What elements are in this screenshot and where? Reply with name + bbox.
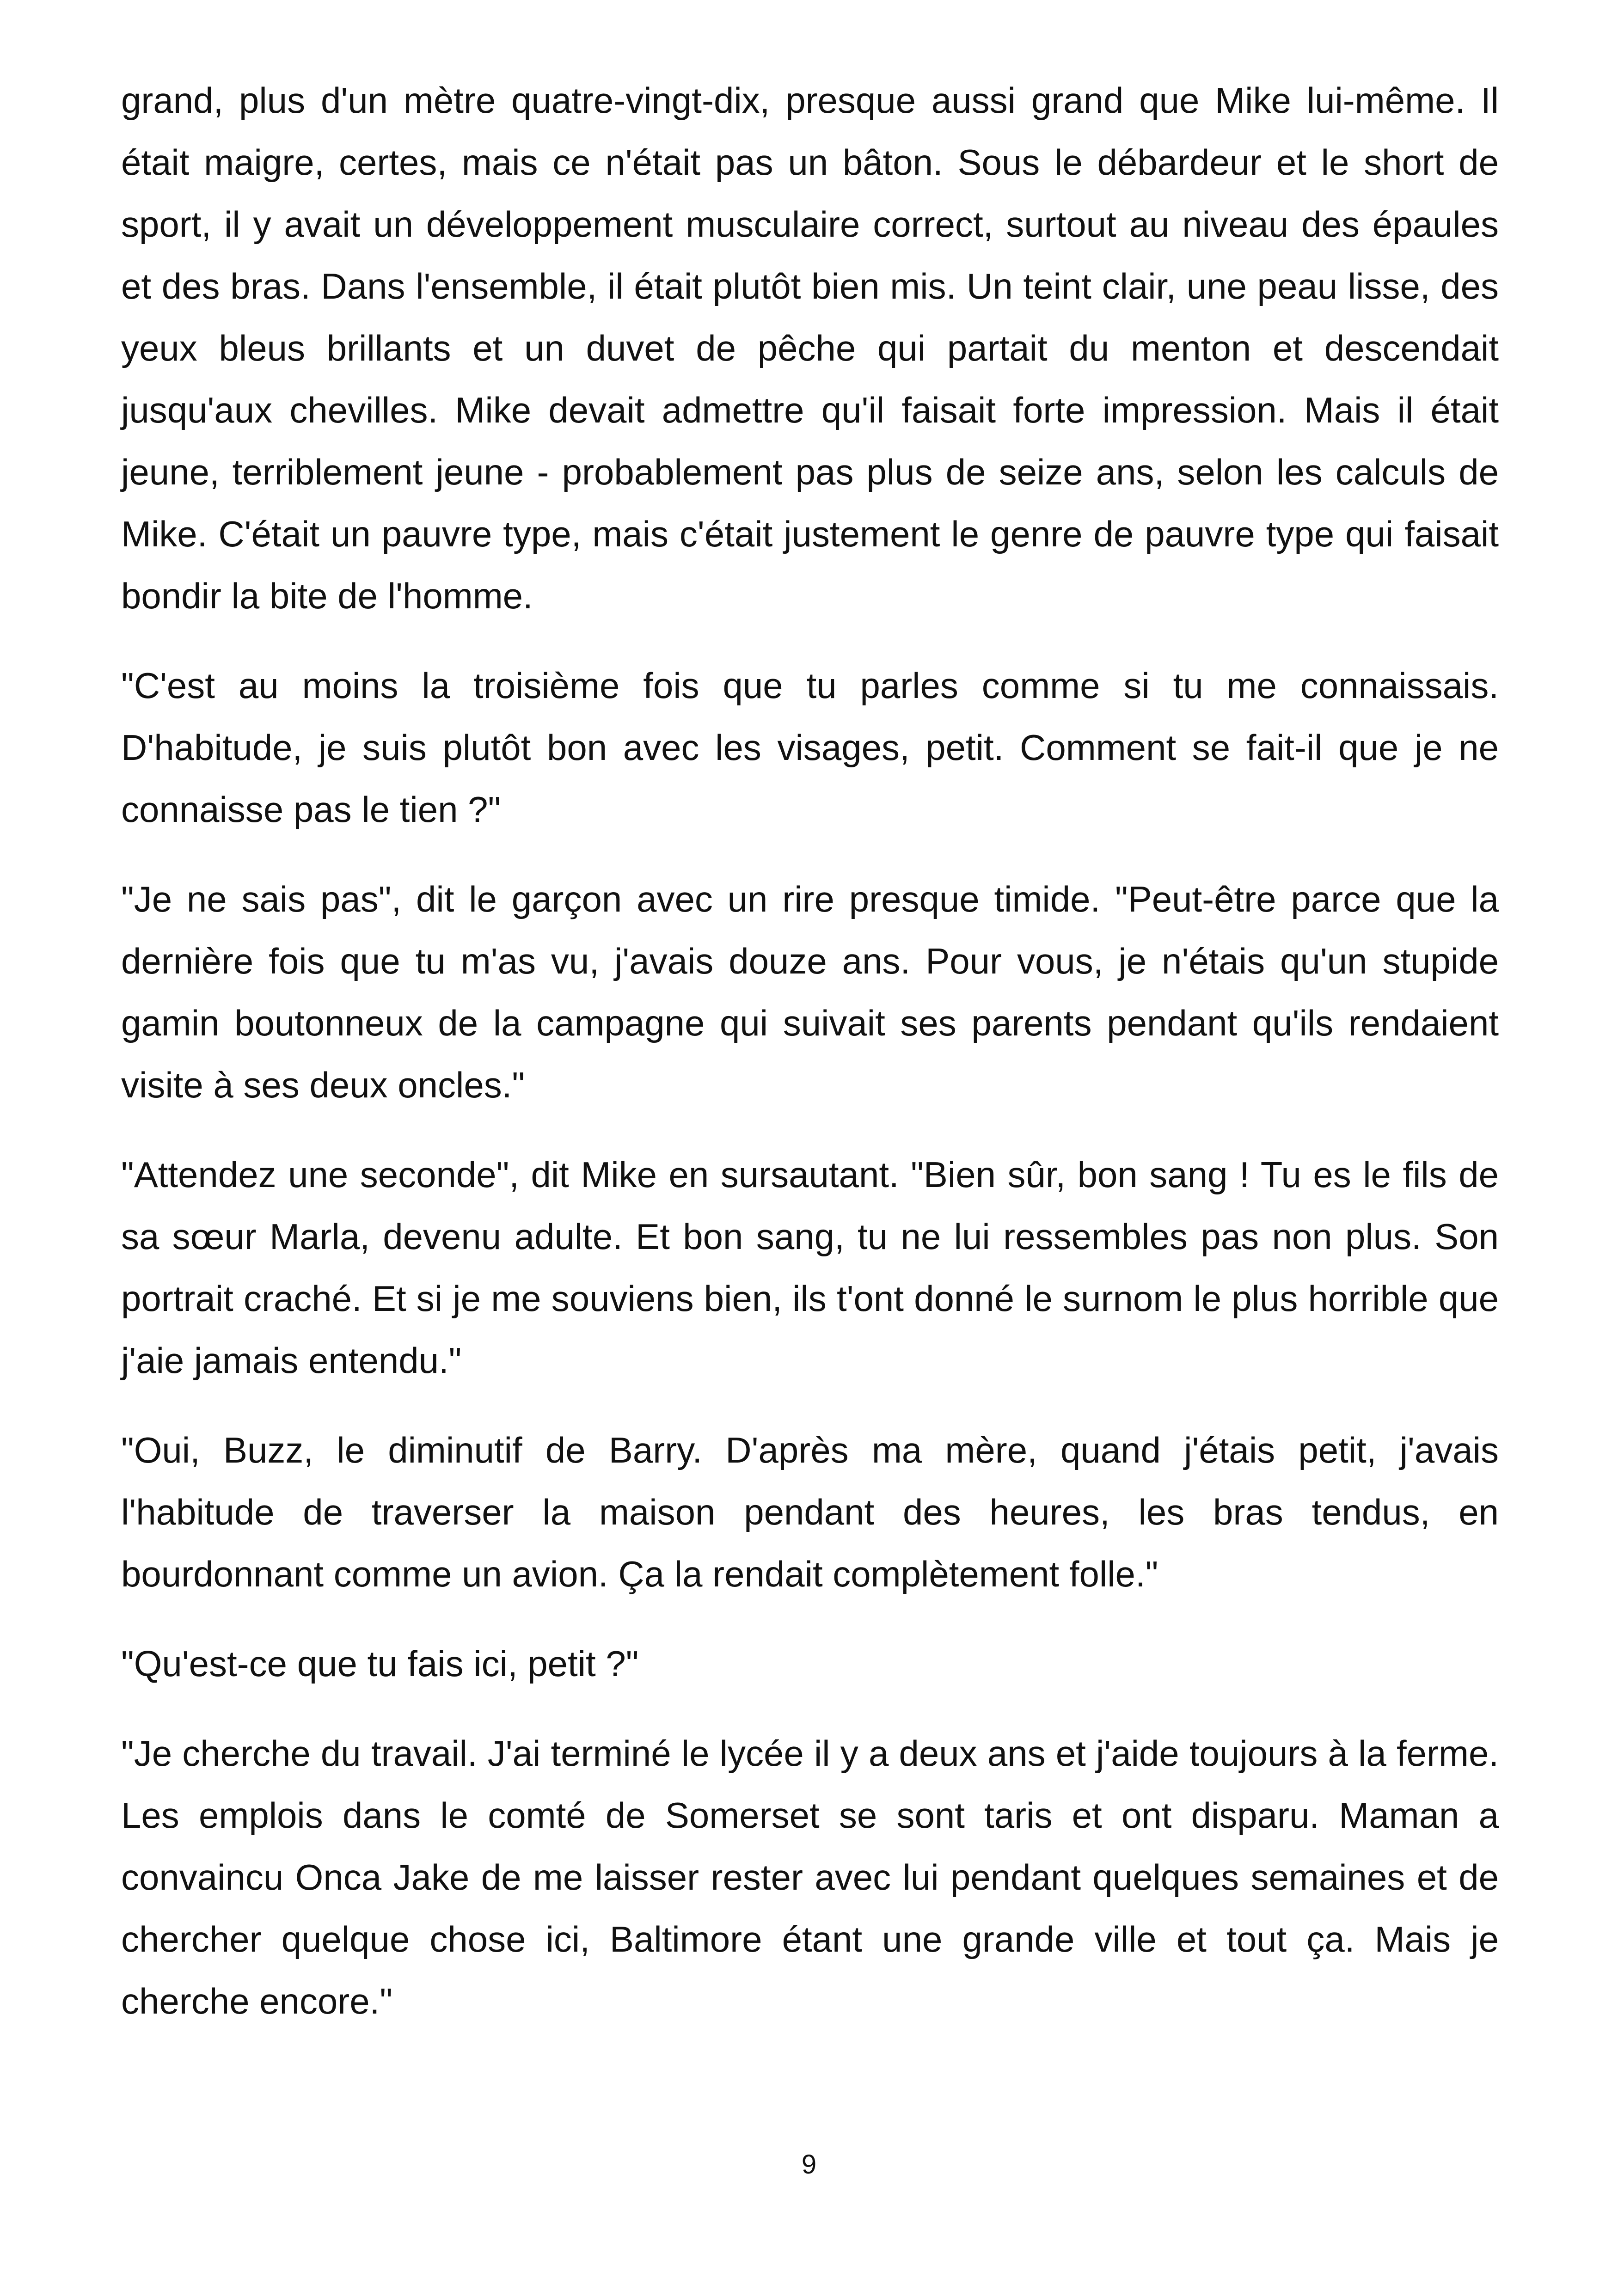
paragraph: "C'est au moins la troisième fois que tu parles comme si tu me connaissais. D'habitude, je suis plutôt bon avec les visages, petit. Comment se fait-il que je ne connaisse pas le tien ?" xyxy=(121,665,1499,830)
paragraph: "Attendez une seconde", dit Mike en sursautant. "Bien sûr, bon sang ! Tu es le fils de sa sœur Marla, devenu adulte. Et bon sang, tu ne lui ressembles pas non plus. Son portrait craché. Et si je me souviens bien, ils t'ont donné le surnom le plus horrible que j'aie jamais entendu." xyxy=(121,1154,1499,1381)
page-number: 9 xyxy=(801,2149,817,2180)
paragraph: "Je cherche du travail. J'ai terminé le lycée il y a deux ans et j'aide toujours à la ferme. Les emplois dans le comté de Somerset se sont taris et ont disparu. Maman a convaincu Onca Jake de me laisser rester avec lui pendant quelques semaines et de chercher quelque chose ici, Baltimore étant une grande ville et tout ça. Mais je cherche encore." xyxy=(121,1733,1499,2021)
paragraph: "Je ne sais pas", dit le garçon avec un rire presque timide. "Peut-être parce que la dernière fois que tu m'as vu, j'avais douze ans. Pour vous, je n'étais qu'un stupide gamin boutonneux de la campagne qui suivait ses parents pendant qu'ils rendaient visite à ses deux oncles." xyxy=(121,879,1499,1105)
paragraph: "Oui, Buzz, le diminutif de Barry. D'après ma mère, quand j'étais petit, j'avais l'habitude de traverser la maison pendant des heures, les bras tendus, en bourdonnant comme un avion. Ça la rendait complètement folle." xyxy=(121,1430,1499,1594)
paragraph: grand, plus d'un mètre quatre-vingt-dix, presque aussi grand que Mike lui-même. Il était maigre, certes, mais ce n'était pas un bâton. Sous le débardeur et le short de sport, il y avait un développement musculaire correct, surtout au niveau des épaules et des bras. Dans l'ensemble, il était plutôt bien mis. Un teint clair, une peau lisse, des yeux bleus brillants et un duvet de pêche qui partait du menton et descendait jusqu'aux chevilles. Mike devait admettre qu'il faisait forte impression. Mais il était jeune, terriblement jeune - probablement pas plus de seize ans, selon les calculs de Mike. C'était un pauvre type, mais c'était justement le genre de pauvre type qui faisait bondir la bite de l'homme. xyxy=(121,80,1499,616)
body-text xyxy=(121,69,1499,2032)
paragraph: "Qu'est-ce que tu fais ici, petit ?" xyxy=(121,1643,639,1684)
